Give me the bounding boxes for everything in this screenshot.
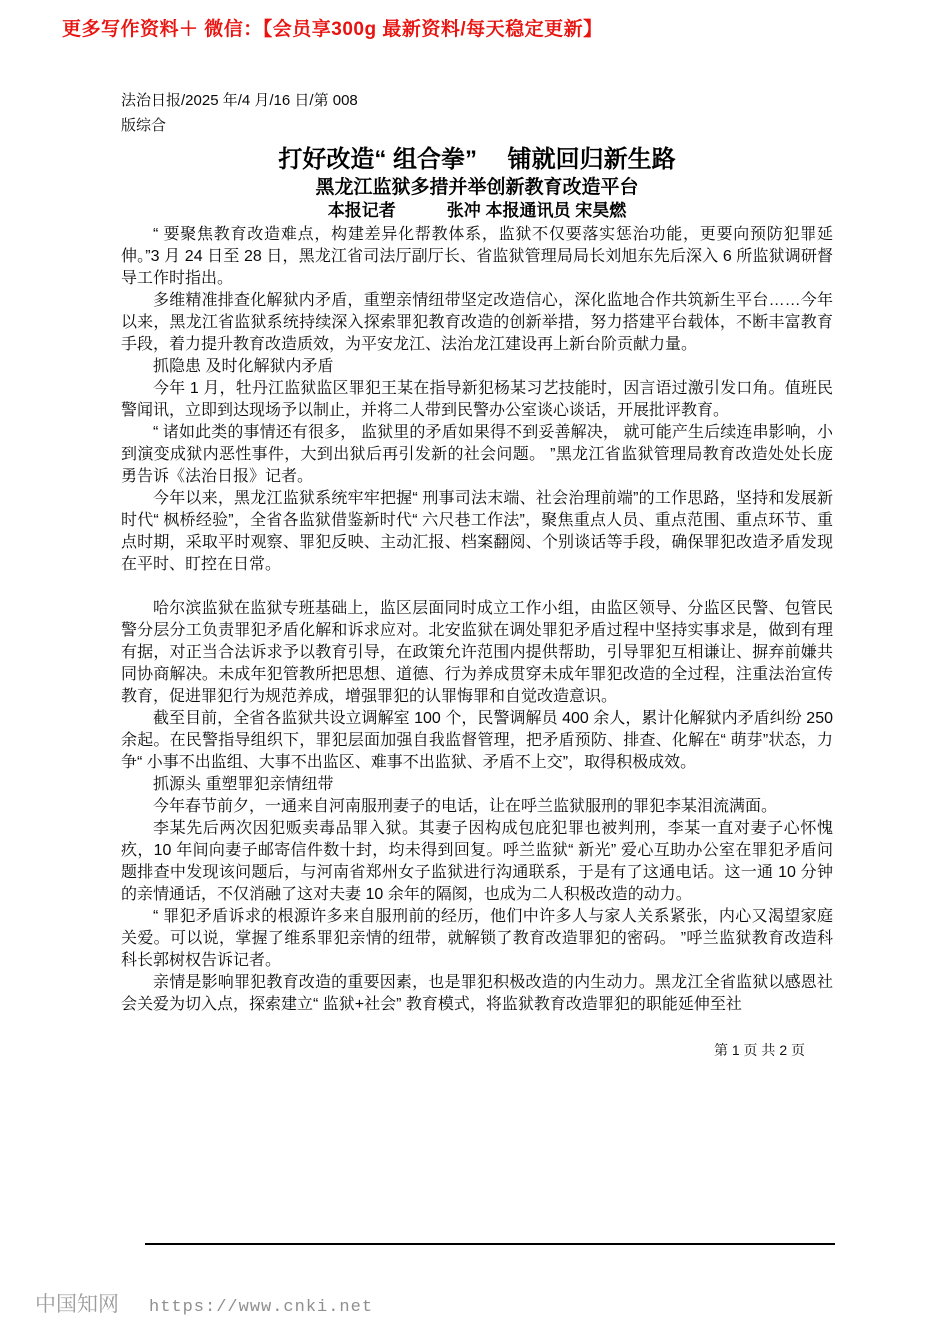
article-paragraph: 亲情是影响罪犯教育改造的重要因素，也是罪犯积极改造的内生动力。黑龙江全省监狱以感恩社会关爱为切入点，探索建立“ 监狱+社会” 教育模式，将监狱教育改造罪犯的职能延伸至社 (121, 974, 833, 1013)
article-paragraph: 今年春节前夕，一通来自河南服刑妻子的电话，让在呼兰监狱服刑的罪犯李某泪流满面。 (153, 798, 778, 815)
source-meta (121, 88, 833, 138)
page-number: 第 1 页 共 2 页 (713, 1042, 805, 1058)
article-body (121, 224, 833, 1016)
article-paragraph: “ 罪犯矛盾诉求的根源许多来自服刑前的经历，他们中许多人与家人关系紧张，内心又渴望家庭关爱。可以说，掌握了维系罪犯亲情的纽带，就解锁了教育改造罪犯的密码。 ”呼兰监狱教育改造科科长郭树权告诉记者。 (121, 908, 833, 969)
article-paragraph: 哈尔滨监狱在监狱专班基础上，监区层面同时成立工作小组，由监区领导、分监区民警、包管民警分层分工负责罪犯矛盾化解和诉求应对。北安监狱在调处罪犯矛盾过程中坚持实事求是，做到有理有据，对正当合法诉求予以教育引导，在政策允许范围内提供帮助，引导罪犯互相谦让、摒弃前嫌共同协商解决。未成年犯管教所把思想、道德、行为养成贯穿未成年罪犯改造的全过程，注重法治宣传教育，促进罪犯行为规范养成，增强罪犯的认罪悔罪和自觉改造意识。 (121, 600, 833, 705)
source-meta-line1: 法治日报/2025 年/4 月/16 日/第 008 (121, 92, 358, 109)
article-content (121, 88, 833, 1016)
article-paragraph: 今年以来，黑龙江监狱系统牢牢把握“ 刑事司法末端、社会治理前端”的工作思路，坚持和发展新时代“ 枫桥经验”，全省各监狱借鉴新时代“ 六尺巷工作法”，聚焦重点人员、重点范围、重点环节、重点时期，采取平时观察、罪犯反映、主动汇报、档案翻阅、个别谈话等手段，确保罪犯改造矛盾发现在平时、盯控在日常。 (121, 490, 833, 573)
cnki-logo-text: 中国知网 (35, 1292, 119, 1316)
footer-divider (145, 1243, 835, 1245)
section-subhead: 抓源头 重塑罪犯亲情纽带 (153, 776, 334, 793)
article-subtitle: 黑龙江监狱多措并举创新教育改造平台 (315, 177, 639, 198)
article-paragraph: 李某先后两次因犯贩卖毒品罪入狱。其妻子因构成包庇犯罪也被判刑，李某一直对妻子心怀愧疚，10 年间向妻子邮寄信件数十封，均未得到回复。呼兰监狱“ 新光” 爱心互助办公室在罪犯矛盾问题排查中发现该问题后，与河南省郑州女子监狱进行沟通联系，于是有了这通电话。这一通 10 分钟的亲情通话，不仅消融了这对夫妻 10 余年的隔阂，也成为二人积极改造的动力。 (121, 820, 833, 903)
cnki-watermark (35, 1288, 373, 1318)
article-byline: 本报记者 张冲 本报通讯员 宋昊燃 (327, 201, 627, 220)
article-paragraph: “ 要聚焦教育改造难点，构建差异化帮教体系，监狱不仅要落实惩治功能，更要向预防犯罪延伸。”3 月 24 日至 28 日，黑龙江省司法厅副厅长、省监狱管理局局长刘旭东先后深入 6 所监狱调研督导工作时指出。 (121, 226, 833, 287)
article-paragraph: 截至目前，全省各监狱共设立调解室 100 个，民警调解员 400 余人，累计化解狱内矛盾纠纷 250 余起。在民警指导组织下，罪犯层面加强自我监督管理，把矛盾预防、排查、化解在“ 萌芽”状态，力争“ 小事不出监组、大事不出监区、难事不出监狱、矛盾不上交”，取得积极成效。 (121, 710, 833, 771)
article-title: 打好改造“ 组合拳” 铺就回归新生路 (278, 146, 676, 173)
promo-banner: 更多写作资料＋ 微信：【会员享300g 最新资料/每天稳定更新】 (62, 19, 603, 40)
source-meta-line2: 版综合 (121, 117, 167, 134)
article-paragraph: 多维精准排查化解狱内矛盾，重塑亲情纽带坚定改造信心，深化监地合作共筑新生平台……今年以来，黑龙江省监狱系统持续深入探索罪犯教育改造的创新举措，努力搭建平台载体，不断丰富教育手段，着力提升教育改造质效，为平安龙江、法治龙江建设再上新台阶贡献力量。 (121, 292, 833, 353)
blank-line (121, 576, 833, 598)
section-subhead: 抓隐患 及时化解狱内矛盾 (153, 358, 334, 375)
cnki-url: https://www.cnki.net (149, 1298, 374, 1317)
article-paragraph: “ 诸如此类的事情还有很多， 监狱里的矛盾如果得不到妥善解决， 就可能产生后续连串影响，小到演变成狱内恶性事件，大到出狱后再引发新的社会问题。 ”黑龙江省监狱管理局教育改造处处长庞勇告诉《法治日报》记者。 (121, 424, 833, 485)
article-paragraph: 今年 1 月，牡丹江监狱监区罪犯王某在指导新犯杨某习艺技能时，因言语过激引发口角。值班民警闻讯，立即到达现场予以制止，并将二人带到民警办公室谈心谈话，开展批评教育。 (121, 380, 833, 419)
